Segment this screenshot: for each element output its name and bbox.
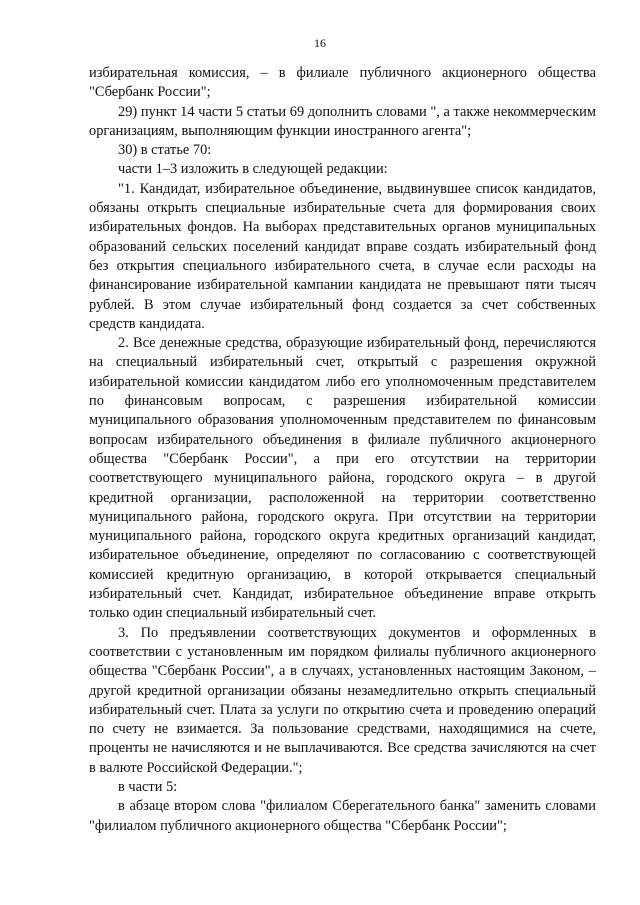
paragraph-part-3: 3. По предъявлении соответствующих документов и оформленных в соответствии с установленным им порядком филиалы публичного акционерного общества "Сбербанк России", а в случаях, установленных настоящим Законом, – другой кредитной организации обязаны незамедлительно открыть специальный избирательный счет. Плата за услуги по открытию счета и проведению операций по счету не взимается. За пользование средствами, находящимися на счете, проценты не начисляются и не выплачиваются. Все средства зачисляются на счет в валюте Российской Федерации.";: [89, 624, 596, 776]
paragraph-part-5: в части 5:: [118, 778, 178, 795]
paragraph-continuation: избирательная комиссия, – в филиале публичного акционерного общества "Сбербанк России";: [89, 65, 596, 101]
paragraph-part-5-second-paragraph: в абзаце втором слова "филиалом Сберегательного банка" заменить словами "филиалом публичного акционерного общества "Сбербанк России";: [89, 798, 596, 834]
paragraph-item-29: 29) пункт 14 части 5 статьи 69 дополнить словами ", а также некоммерческим организациям, выполняющим функции иностранного агента";: [89, 103, 596, 139]
document-body: [89, 64, 596, 836]
paragraph-part-1: "1. Кандидат, избирательное объединение, выдвинувшее список кандидатов, обязаны открыть специальные избирательные счета для формирования своих избирательных фондов. На выборах представительных органов муниципальных образований сельских поселений кандидат вправе создать избирательный фонд без открытия специального избирательного счета, в случае если расходы на финансирование избирательной кампании кандидата не превышают пяти тысяч рублей. В этом случае избирательный фонд создается за счет собственных средств кандидата.: [89, 180, 596, 332]
paragraph-part-2: 2. Все денежные средства, образующие избирательный фонд, перечисляются на специальный избирательный счет, открытый с разрешения окружной избирательной комиссии кандидатом либо его уполномоченным представителем по финансовым вопросам, с разрешения избирательной комиссии муниципального образования уполномоченным представителем по финансовым вопросам избирательного объединения в филиале публичного акционерного общества "Сбербанк России", а при его отсутствии на территории соответствующего муниципального района, городского округа – в другой кредитной организации, расположенной на территории соответственно муниципального района, городского округа. При отсутствии на территории муниципального района, городского округа кредитных организаций кандидат, избирательное объединение, определяют по согласованию с соответствующей комиссией кредитную организацию, в которой открывается специальный избирательный счет. Кандидат, избирательное объединение вправе открыть только один специальный избирательный счет.: [89, 335, 596, 622]
paragraph-item-30: 30) в статье 70:: [118, 142, 212, 159]
page-number: 16: [314, 36, 326, 50]
paragraph-parts-1-3: части 1–3 изложить в следующей редакции:: [118, 161, 388, 178]
